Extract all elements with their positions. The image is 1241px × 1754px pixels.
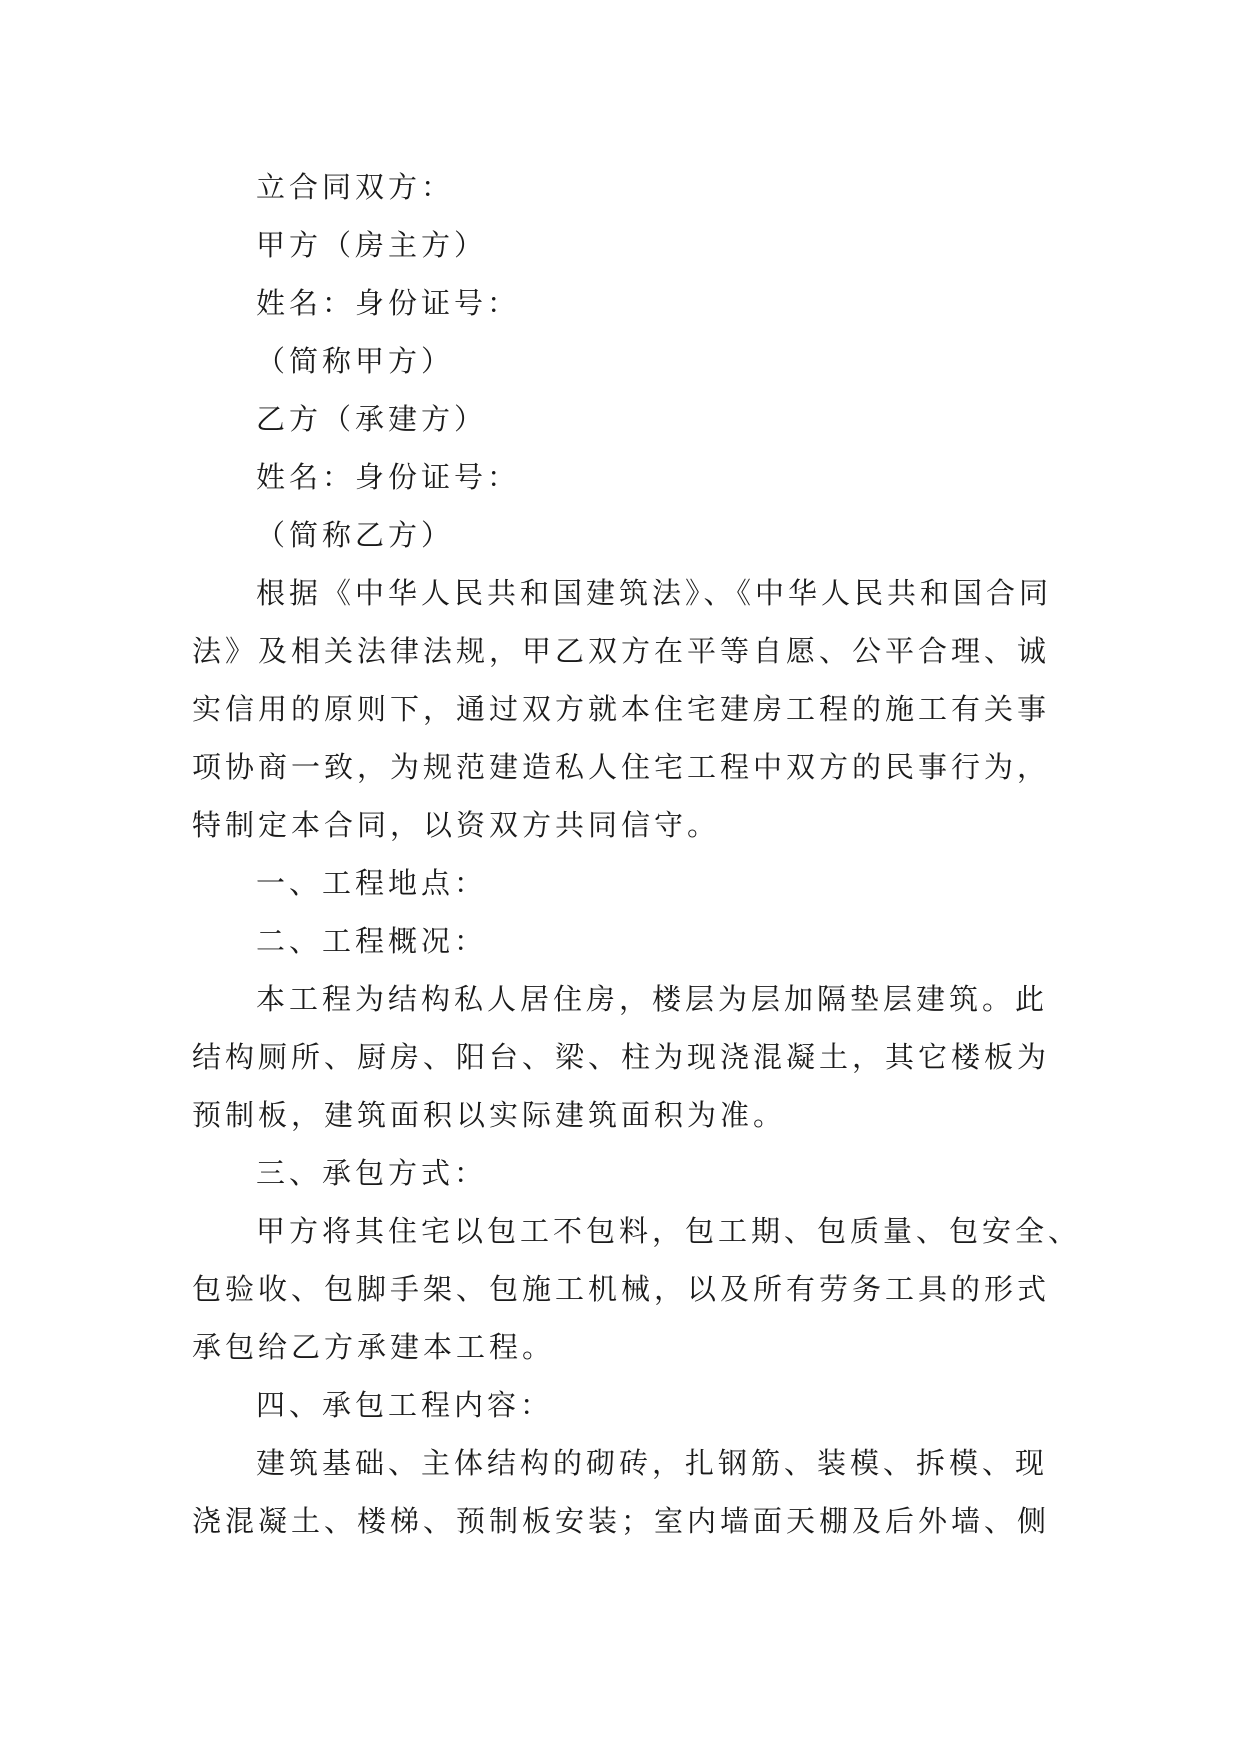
section-1-title: 一、工程地点： [256, 866, 488, 900]
section-4-title: 四、承包工程内容： [256, 1388, 554, 1422]
party-b-short: （简称乙方） [256, 518, 455, 552]
section-3-line: 承包给乙方承建本工程。 [192, 1330, 556, 1364]
intro-line: 特制定本合同，以资双方共同信守。 [192, 808, 721, 842]
section-2-line: 结构厕所、厨房、阳台、梁、柱为现浇混凝土，其它楼板为 [192, 1040, 1051, 1074]
section-3-title: 三、承包方式： [256, 1156, 488, 1190]
section-3-line: 包验收、包脚手架、包施工机械，以及所有劳务工具的形式 [192, 1272, 1051, 1306]
section-4-line: 建筑基础、主体结构的砌砖，扎钢筋、装模、拆模、现 [256, 1446, 1049, 1480]
section-2-title: 二、工程概况： [256, 924, 488, 958]
intro-line: 实信用的原则下，通过双方就本住宅建房工程的施工有关事 [192, 692, 1051, 726]
intro-line: 项协商一致，为规范建造私人住宅工程中双方的民事行为， [192, 750, 1051, 784]
intro-paragraph [192, 564, 1052, 854]
section-2-body [192, 970, 1052, 1144]
contract-parties-heading: 立合同双方： [256, 170, 455, 204]
party-b-name-id: 姓名：身份证号： [256, 460, 521, 494]
intro-line: 法》及相关法律法规，甲乙双方在平等自愿、公平合理、诚 [192, 634, 1051, 668]
party-a-label: 甲方（房主方） [256, 228, 488, 262]
section-2-line: 本工程为结构私人居住房，楼层为层加隔垫层建筑。此 [256, 982, 1049, 1016]
section-2-line: 预制板，建筑面积以实际建筑面积为准。 [192, 1098, 787, 1132]
section-3-body [192, 1202, 1082, 1376]
intro-line: 根据《中华人民共和国建筑法》、《中华人民共和国合同 [256, 576, 1053, 610]
document-page [192, 158, 1082, 1550]
party-b-label: 乙方（承建方） [256, 402, 488, 436]
section-4-body [192, 1434, 1052, 1550]
section-3-line: 甲方将其住宅以包工不包料，包工期、包质量、包安全、 [256, 1214, 1082, 1248]
party-a-short: （简称甲方） [256, 344, 455, 378]
section-4-line: 浇混凝土、楼梯、预制板安装；室内墙面天棚及后外墙、侧 [192, 1504, 1051, 1538]
party-a-name-id: 姓名：身份证号： [256, 286, 521, 320]
